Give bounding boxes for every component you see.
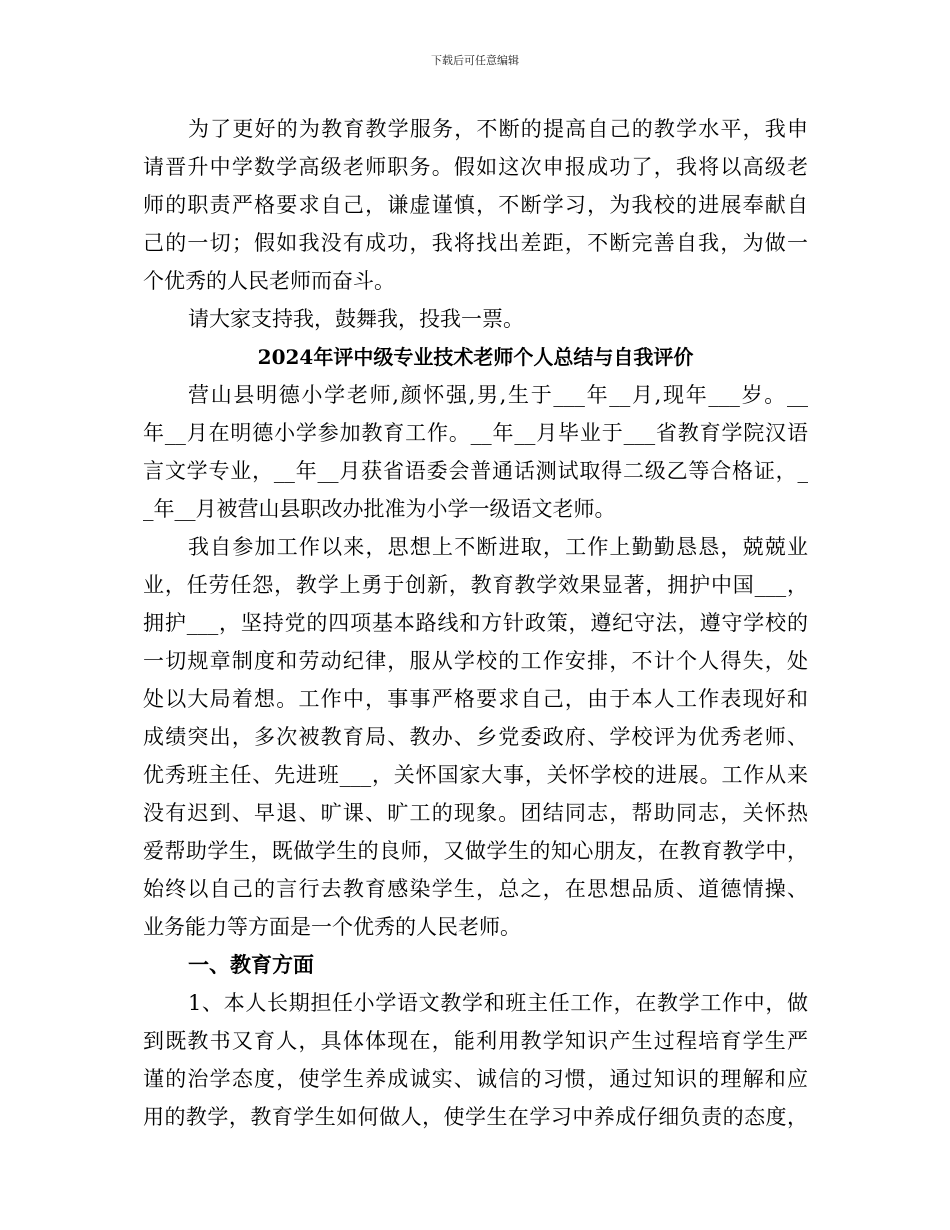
paragraph-line: 请晋升中学数学高级老师职务。假如这次申报成功了，我将以高级老 (143, 155, 808, 179)
paragraph-line: 业务能力等方面是一个优秀的人民老师。 (143, 915, 521, 939)
paragraph-line: 始终以自己的言行去教育感染学生，总之，在思想品质、道德情操、 (143, 877, 808, 901)
paragraph-line: 到既教书又育人，具体体现在，能利用教学知识产生过程培育学生严 (143, 1029, 808, 1053)
section-title: 2024年评中级专业技术老师个人总结与自我评价 (257, 345, 694, 369)
paragraph-line: 个优秀的人民老师而奋斗。 (143, 269, 395, 293)
page-header-note: 下载后可任意编辑 (431, 54, 519, 67)
paragraph-line: 师的职责严格要求自己，谦虚谨慎，不断学习，为我校的进展奉献自 (143, 193, 808, 217)
paragraph-line: 己的一切；假如我没有成功，我将找出差距，不断完善自我，为做一 (143, 231, 808, 255)
paragraph-line: 拥护___，坚持党的四项基本路线和方针政策，遵纪守法，遵守学校的 (143, 611, 808, 635)
paragraph-line: 用的教学，教育学生如何做人，使学生在学习中养成仔细负责的态度， (143, 1105, 808, 1129)
paragraph-line: 我自参加工作以来，思想上不断进取，工作上勤勤恳恳，兢兢业 (188, 535, 808, 559)
paragraph-line: 年__月在明德小学参加教育工作。__年__月毕业于___省教育学院汉语 (143, 421, 808, 445)
document-body (143, 110, 808, 1136)
paragraph-line: 一切规章制度和劳动纪律，服从学校的工作安排，不计个人得失，处 (143, 649, 808, 673)
section-heading: 一、教育方面 (188, 952, 314, 977)
paragraph-line: 处以大局着想。工作中，事事严格要求自己，由于本人工作表现好和 (143, 687, 808, 711)
paragraph-line: 为了更好的为教育教学服务，不断的提高自己的教学水平，我申 (188, 117, 808, 141)
paragraph-line: 言文学专业，__年__月获省语委会普通话测试取得二级乙等合格证，_ (143, 459, 808, 483)
paragraph-line: 优秀班主任、先进班___，关怀国家大事，关怀学校的进展。工作从来 (143, 763, 808, 787)
paragraph-line: 业，任劳任怨，教学上勇于创新，教育教学效果显著，拥护中国___， (143, 573, 808, 597)
paragraph-line: 成绩突出，多次被教育局、教办、乡党委政府、学校评为优秀老师、 (143, 725, 808, 749)
paragraph-line: 谨的治学态度，使学生养成诚实、诚信的习惯，通过知识的理解和应 (143, 1067, 808, 1091)
paragraph-line: 营山县明德小学老师,颜怀强,男,生于___年__月,现年___岁。__ (188, 383, 808, 407)
paragraph-line: 爱帮助学生，既做学生的良师，又做学生的知心朋友，在教育教学中， (143, 839, 808, 863)
paragraph-line: 请大家支持我，鼓舞我，投我一票。 (188, 307, 524, 331)
paragraph-line: 1、本人长期担任小学语文教学和班主任工作，在教学工作中，做 (188, 991, 808, 1015)
paragraph-line: _年__月被营山县职改办批准为小学一级语文老师。 (143, 497, 616, 521)
paragraph-line: 没有迟到、早退、旷课、旷工的现象。团结同志，帮助同志，关怀热 (143, 801, 808, 825)
